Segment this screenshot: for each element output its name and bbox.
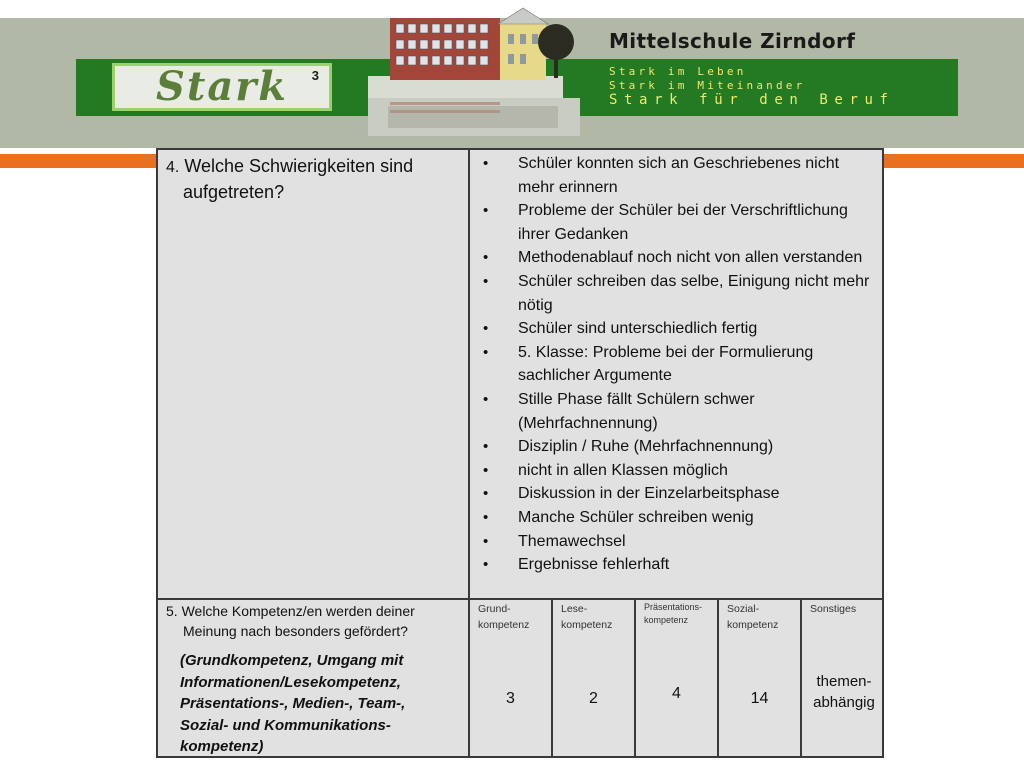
competency-label-line2: kompetenz [478,619,530,631]
list-item [476,317,876,341]
bullet-icon: • [483,485,489,503]
bullet-icon: • [483,249,489,267]
competency-cell-lese [553,599,634,756]
competency-value: 3 [506,690,515,707]
competency-cell-grund [470,599,551,756]
survey-table [156,148,884,758]
competency-value: 14 [750,690,769,707]
answer-text: Themawechsel [518,532,626,550]
answer-text: Schüler konnten sich an Geschriebenes nicht mehr erinnern [518,155,840,196]
answer-text: Manche Schüler schreiben wenig [518,508,754,526]
competency-label-line1: Lese- [561,603,588,615]
motto-line-3: Stark für den Beruf [609,92,895,108]
logo-superscript: 3 [311,68,319,83]
question-4-title [166,154,456,204]
answer-text: Probleme der Schüler bei der Verschriftlichung ihrer Gedanken [518,202,848,243]
bullet-icon: • [483,532,489,550]
competency-value: themen- abhängig [813,673,875,711]
orange-accent-left [0,154,156,168]
list-item [476,199,876,246]
answer-text: Stille Phase fällt Schülern schwer (Mehrfachnennung) [518,390,755,432]
competency-label-line2: kompetenz [644,615,689,625]
competency-value: 2 [589,690,598,707]
bullet-icon: • [483,320,489,338]
motto-line-1: Stark im Leben [609,65,747,78]
question-5-title-line2: Meinung nach besonders gefördert? [183,623,408,639]
competency-label-line1: Sonstiges [810,603,857,615]
motto-line-2: Stark im Miteinander [609,79,806,92]
school-building-image [368,6,580,136]
bullet-icon: • [483,508,489,526]
list-item [476,388,876,435]
bullet-icon: • [483,202,489,220]
question-4-number: 4. [166,159,180,176]
competency-label-line1: Grund- [478,603,511,615]
list-item [476,506,876,530]
competency-label [561,601,612,633]
competency-cell-praesentation [636,599,717,756]
question-5-note: (Grundkompetenz, Umgang mit Informationen/Lesekompetenz, Präsentations-, Medien-, Team-, Sozial- und Kommunikations-kompetenz) [180,652,406,755]
bullet-icon: • [483,390,489,408]
answer-text: Ergebnisse fehlerhaft [518,556,670,574]
list-item [476,553,876,577]
list-item [476,482,876,506]
list-item [476,341,876,388]
competency-value: 4 [672,685,681,702]
list-item [476,459,876,483]
competency-label-line2: kompetenz [561,619,613,631]
competency-cell-sozial [719,599,800,756]
bullet-icon: • [483,272,489,290]
list-item [476,530,876,554]
question-4-answers [476,152,876,577]
school-name: Mittelschule Zirndorf [609,29,856,53]
competency-label [810,601,856,617]
competency-label-line1: Präsentations- [644,602,703,612]
competency-label [727,601,778,633]
question-5-title-line1: 5. Welche Kompetenz/en werden deiner [166,603,415,619]
answer-text: Methodenablauf noch nicht von allen verstanden [518,249,863,267]
bullet-icon: • [483,343,489,361]
answer-text: nicht in allen Klassen möglich [518,461,728,479]
answer-text: Schüler sind unterschiedlich fertig [518,320,758,338]
competency-label [644,601,702,627]
bullet-icon: • [483,461,489,479]
bullet-icon: • [483,155,489,172]
list-item [476,246,876,270]
competency-label-line1: Sozial- [727,603,760,615]
competency-cell-sonstiges [802,599,882,756]
list-item [476,435,876,459]
bullet-icon: • [483,556,489,574]
logo-text: Stark [155,62,289,110]
competency-label-line2: kompetenz [727,619,779,631]
answer-text: Disziplin / Ruhe (Mehrfachnennung) [518,438,774,456]
orange-accent-right [884,154,1024,168]
list-item [476,270,876,317]
competency-label [478,601,529,633]
list-item [476,152,876,199]
bullet-icon: • [483,438,489,456]
stark-logo [112,63,332,111]
question-4-title-line2: aufgetreten? [183,182,285,202]
answer-text: Schüler schreiben das selbe, Einigung nicht mehr nötig [518,272,870,314]
question-4-title-line1: Welche Schwierigkeiten sind [184,156,414,176]
answer-text: 5. Klasse: Probleme bei der Formulierung sachlicher Argumente [518,343,814,385]
question-5-title [166,601,466,641]
answer-text: Diskussion in der Einzelarbeitsphase [518,485,780,503]
